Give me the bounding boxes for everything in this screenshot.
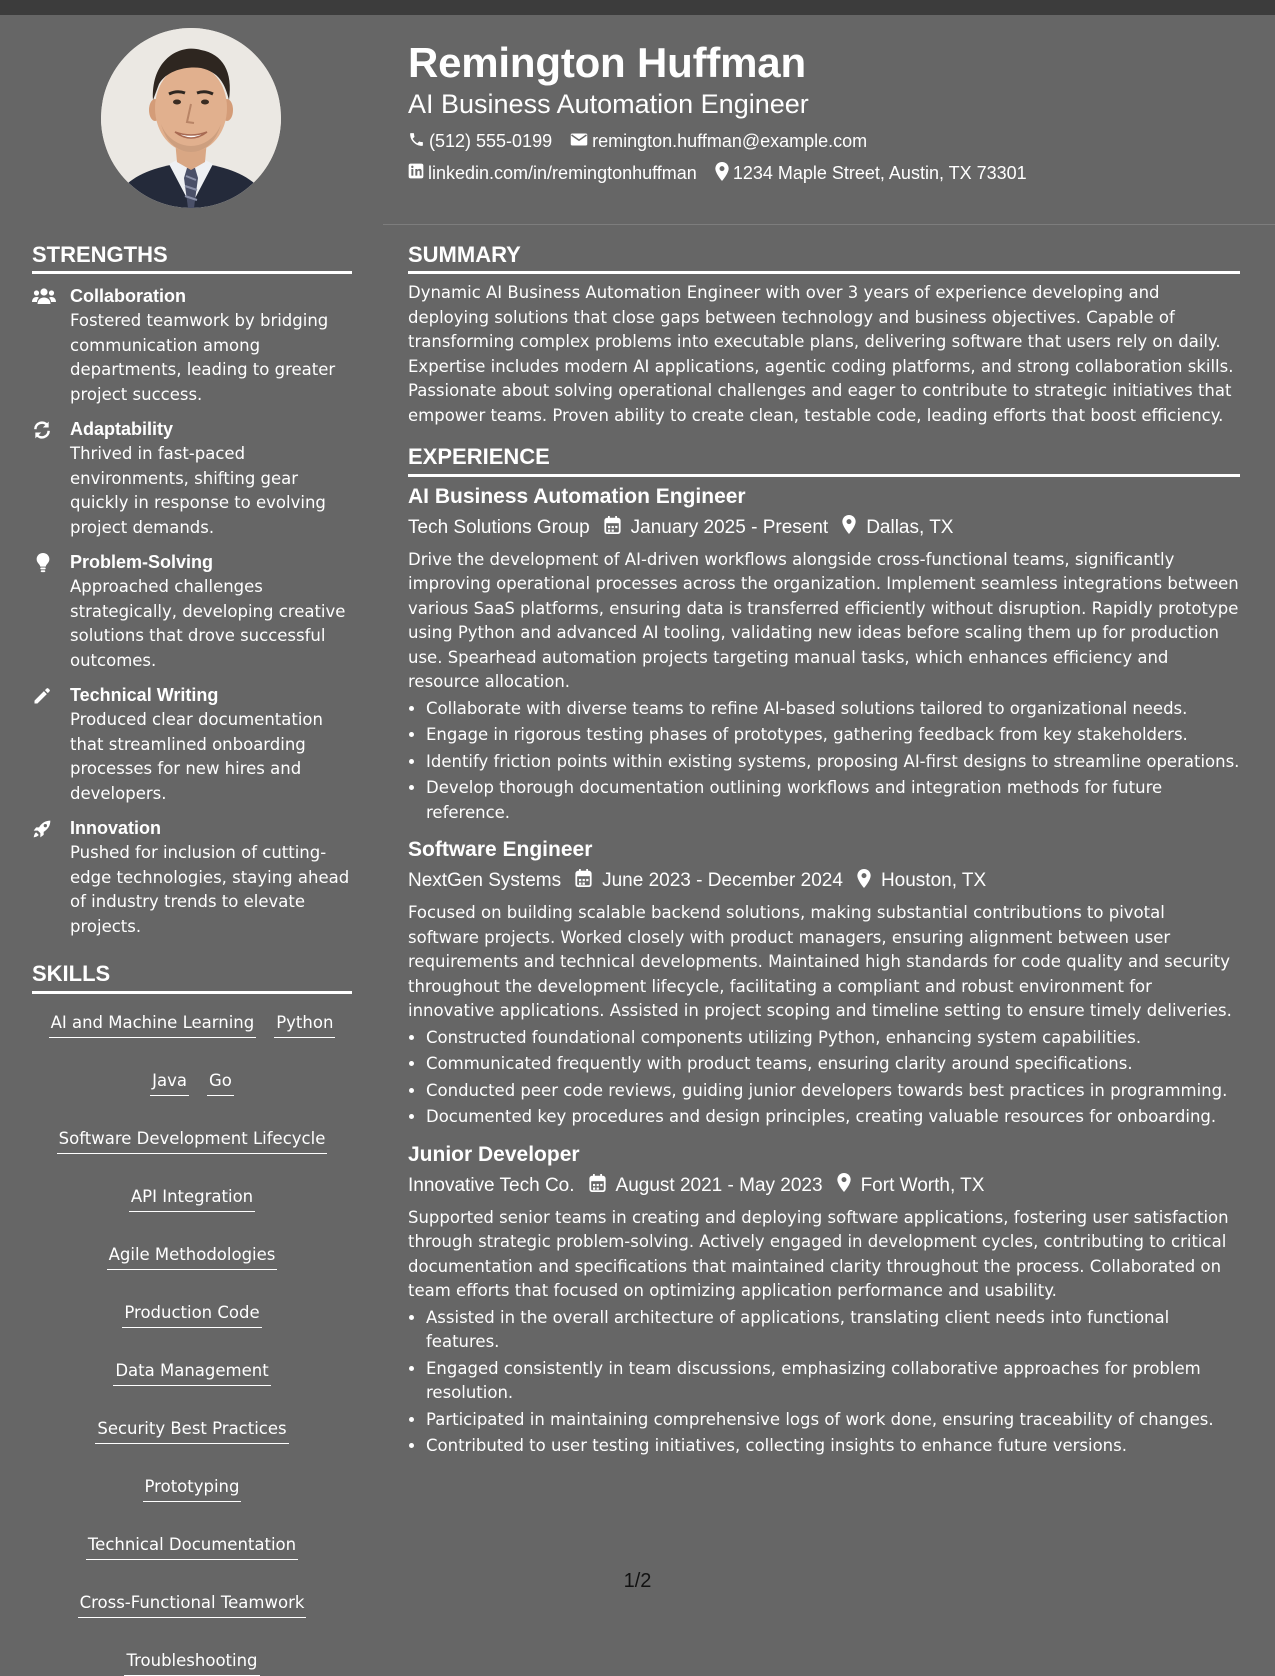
phone-text: (512) 555-0199: [429, 131, 553, 152]
strength-item: [32, 817, 352, 939]
skill-tag: AI and Machine Learning: [49, 1012, 257, 1038]
skill-tag: Troubleshooting: [124, 1650, 259, 1676]
strength-title: Collaboration: [70, 286, 186, 307]
company-name: NextGen Systems: [408, 870, 562, 892]
bullet-item: • Assisted in the overall architecture of applications, translating client needs into functional features.: [426, 1306, 1240, 1355]
strength-title: Technical Writing: [70, 685, 219, 706]
candidate-title: AI Business Automation Engineer: [408, 89, 809, 120]
pencil-icon: [32, 684, 70, 806]
page-indicator: 1/2: [623, 1570, 652, 1592]
job-entry: [408, 1142, 1240, 1459]
calendar-icon: [561, 869, 602, 893]
job-bullets: [408, 1026, 1240, 1130]
skill-tag: Cross-Functional Teamwork: [78, 1592, 307, 1618]
job-meta: [408, 1174, 1240, 1198]
bullet-item: • Develop thorough documentation outlining workflows and integration methods for future reference.: [426, 776, 1240, 825]
sidebar: [32, 242, 352, 1676]
bullet-item: • Constructed foundational components utilizing Python, enhancing system capabilities.: [426, 1026, 1240, 1051]
strength-item: [32, 551, 352, 673]
phone-icon: [408, 131, 425, 153]
skill-tag: Data Management: [113, 1360, 270, 1386]
users-icon: [32, 285, 70, 407]
job-description: Focused on building scalable backend solutions, making substantial contributions to pivotal software projects. Worked closely with product managers, ensuring alignment between user requirements and technical developments. Maintained high standards for code quality and security throughout the development lifecycle, facilitating a compliant and robust environment for innovative applications. Assisted in project scoping and timeline setting to ensure timely deliveries.: [408, 903, 1232, 1021]
job-description: Supported senior teams in creating and deploying software applications, fostering user satisfaction through strategic problem-solving. Actively engaged in development cycles, contributing to critical documentation and specifications that maintained clarity throughout the process. Collaborated on team efforts that focused on optimizing application performance and usability.: [408, 1207, 1229, 1301]
map-pin-icon: [828, 515, 866, 540]
strength-desc: Thrived in fast-paced environments, shifting gear quickly in response to evolving project demands.: [70, 444, 326, 537]
lightbulb-icon: [32, 551, 70, 673]
strength-title: Innovation: [70, 818, 161, 839]
contact-row-2: [408, 163, 1248, 185]
job-dates: January 2025 - Present: [630, 516, 829, 538]
profile-photo: [101, 28, 281, 208]
skill-tag: Production Code: [122, 1302, 261, 1328]
email-text: remington.huffman@example.com: [592, 131, 868, 152]
bullet-item: • Communicated frequently with product teams, ensuring clarity around specifications.: [426, 1052, 1240, 1077]
skill-tag: Agile Methodologies: [107, 1244, 278, 1270]
strength-desc: Fostered teamwork by bridging communication among departments, leading to greater project success.: [70, 311, 336, 404]
map-pin-icon: [715, 162, 729, 186]
skill-tag: Java: [150, 1070, 189, 1096]
job-title: AI Business Automation Engineer: [408, 484, 746, 508]
experience-heading: EXPERIENCE: [408, 444, 1240, 476]
strength-title: Adaptability: [70, 419, 174, 440]
map-pin-icon: [843, 869, 881, 894]
job-dates: August 2021 - May 2023: [615, 1174, 823, 1196]
linkedin-contact[interactable]: [408, 163, 697, 184]
bullet-item: • Engaged consistently in team discussions, emphasizing collaborative approaches for problem resolution.: [426, 1357, 1240, 1406]
job-bullets: [408, 1306, 1240, 1459]
skill-tag: API Integration: [129, 1186, 255, 1212]
envelope-icon: [570, 131, 588, 152]
strength-item: [32, 684, 352, 806]
skill-tag: Security Best Practices: [95, 1418, 288, 1444]
job-dates: June 2023 - December 2024: [602, 870, 843, 892]
strength-desc: Pushed for inclusion of cutting-edge technologies, staying ahead of industry trends to elevate projects.: [70, 843, 350, 936]
summary-text: Dynamic AI Business Automation Engineer with over 3 years of experience developing and deploying solutions that close gaps between technology and business objectives. Capable of transforming complex problems into executable plans, delivering software that users rely on daily. Expertise includes modern AI applications, agentic coding platforms, and strong collaboration skills. Passionate about solving operational challenges and eager to contribute to strategic initiatives that empower teams. Proven ability to create clean, testable code, leading efforts that boost efficiency.: [408, 283, 1234, 425]
address-text: 1234 Maple Street, Austin, TX 73301: [732, 163, 1027, 184]
job-entry: [408, 837, 1240, 1130]
bullet-item: • Contributed to user testing initiatives, collecting insights to enhance future versions.: [426, 1434, 1240, 1459]
job-entry: [408, 484, 1240, 826]
calendar-icon: [590, 516, 631, 540]
skill-tag: Software Development Lifecycle: [57, 1128, 328, 1154]
skill-tag: Python: [274, 1012, 335, 1038]
skill-tag: Prototyping: [143, 1476, 242, 1502]
header-divider: [383, 224, 1275, 225]
summary-heading: SUMMARY: [408, 242, 1240, 274]
email-contact[interactable]: [570, 131, 867, 152]
linkedin-icon: [408, 163, 424, 184]
job-location: Houston, TX: [880, 870, 987, 892]
bullet-item: • Collaborate with diverse teams to refine AI-based solutions tailored to organizational needs.: [426, 697, 1240, 722]
job-title: Junior Developer: [408, 1142, 580, 1166]
job-description: Drive the development of AI-driven workflows alongside cross-functional teams, significantly improving operational processes across the organization. Implement seamless integrations between various SaaS platforms, ensuring data is transferred efficiently without disruption. Rapidly prototype using Python and advanced AI tooling, validating new ideas before scaling them up for production use. Spearhead automation projects targeting manual tasks, which enhances efficiency and resource allocation.: [408, 549, 1239, 692]
top-bar: [0, 0, 1275, 15]
map-pin-icon: [823, 1173, 861, 1198]
skills-heading: SKILLS: [32, 961, 352, 993]
sync-icon: [32, 418, 70, 540]
main-column: [408, 242, 1240, 1459]
address-contact: [715, 162, 1027, 186]
linkedin-text: linkedin.com/in/remingtonhuffman: [428, 163, 697, 184]
strength-item: [32, 285, 352, 407]
job-location: Dallas, TX: [866, 516, 954, 538]
bullet-item: • Conducted peer code reviews, guiding junior developers towards best practices in programming.: [426, 1079, 1240, 1104]
candidate-name: Remington Huffman: [408, 39, 806, 86]
phone-contact[interactable]: [408, 131, 552, 153]
strengths-heading: STRENGTHS: [32, 242, 352, 274]
job-meta: [408, 869, 1240, 893]
strength-item: [32, 418, 352, 540]
skill-tag: Technical Documentation: [86, 1534, 298, 1560]
strength-desc: Approached challenges strategically, developing creative solutions that drove successful outcomes.: [70, 577, 346, 670]
bullet-item: • Participated in maintaining comprehensive logs of work done, ensuring traceability of changes.: [426, 1408, 1240, 1433]
bullet-item: • Identify friction points within existing systems, proposing AI-first designs to streamline operations.: [426, 750, 1240, 775]
bullet-item: • Documented key procedures and design principles, creating valuable resources for onboarding.: [426, 1105, 1240, 1130]
strength-title: Problem-Solving: [70, 552, 214, 573]
job-title: Software Engineer: [408, 838, 593, 862]
job-location: Fort Worth, TX: [860, 1174, 985, 1196]
strength-desc: Produced clear documentation that streamlined onboarding processes for new hires and developers.: [70, 710, 323, 803]
bullet-item: • Engage in rigorous testing phases of prototypes, gathering feedback from key stakeholders.: [426, 723, 1240, 748]
job-bullets: [408, 697, 1240, 826]
company-name: Innovative Tech Co.: [408, 1174, 575, 1196]
skill-tag: Go: [207, 1070, 234, 1096]
contact-row-1: [408, 131, 1248, 153]
company-name: Tech Solutions Group: [408, 516, 590, 538]
calendar-icon: [575, 1174, 616, 1198]
header: [408, 40, 1248, 185]
job-meta: [408, 516, 1240, 540]
rocket-icon: [32, 817, 70, 939]
